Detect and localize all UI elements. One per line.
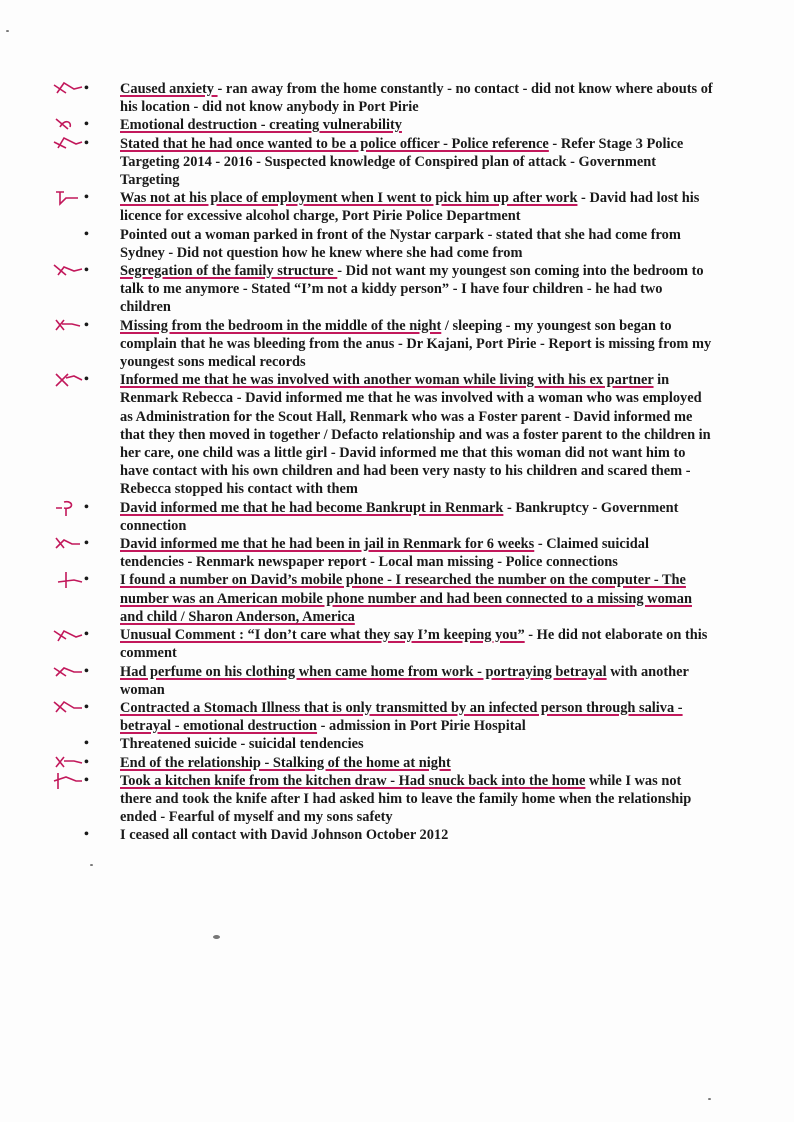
item-text: - Claimed suicidal tendencies - Renmark newspaper report - Local man missing - Police connections <box>120 536 649 571</box>
pen-tick-mark <box>52 498 84 518</box>
item-text: - Bankruptcy - Government connection <box>120 499 679 534</box>
underlined-text: Informed me that he was involved with another woman while living with his ex partner <box>120 372 654 389</box>
bullet-dot: • <box>84 499 89 515</box>
list-item <box>0 663 794 699</box>
pen-tick-mark <box>52 570 84 590</box>
item-text: - Did not want my youngest son coming into the bedroom to talk to me anymore - Stated “I’m not a kiddy person” - I have four children - he had two children <box>120 263 704 316</box>
pen-tick-mark <box>52 662 84 682</box>
underlined-text: Took a kitchen knife from the kitchen draw - Had snuck back into the home <box>120 772 586 789</box>
list-item <box>0 226 794 262</box>
underlined-text: Missing from the bedroom in the middle of the night <box>120 317 442 334</box>
bullet-dot: • <box>84 572 89 588</box>
list-item <box>0 189 794 225</box>
bullet-dot: • <box>84 627 89 643</box>
bullet-dot: • <box>84 772 89 788</box>
bullet-dot: • <box>84 827 89 843</box>
list-item <box>0 262 794 317</box>
scan-speck <box>6 30 9 32</box>
item-text: - ran away from the home constantly - no contact - did not know where abouts of his location - did not know anybody in Port Pirie <box>120 81 713 116</box>
pen-tick-mark <box>52 698 84 718</box>
item-text: Pointed out a woman parked in front of the Nystar carpark - stated that she had come from Sydney - Did not question how he knew where she had come from <box>120 226 681 261</box>
list-item <box>0 116 794 134</box>
list-item <box>0 735 794 753</box>
list-item <box>0 571 794 626</box>
list-item <box>0 826 794 844</box>
item-text: Threatened suicide - suicidal tendencies <box>120 736 364 753</box>
pen-tick-mark <box>52 188 84 208</box>
scan-speck <box>90 864 93 866</box>
underlined-text: Stated that he had once wanted to be a police officer - Police reference <box>120 135 549 152</box>
bullet-dot: • <box>84 699 89 715</box>
item-text: I ceased all contact with David Johnson October 2012 <box>120 827 449 844</box>
bullet-dot: • <box>84 663 89 679</box>
list-item <box>0 626 794 662</box>
item-text: - Refer Stage 3 Police Targeting 2014 - 2016 - Suspected knowledge of Conspired plan of attack - Government Targeting <box>120 135 684 189</box>
scan-speck <box>213 935 220 939</box>
pen-tick-mark <box>52 316 84 336</box>
bullet-dot: • <box>84 317 89 333</box>
underlined-text: Had perfume on his clothing when came home from work - portraying betrayal <box>120 663 607 680</box>
bullet-dot: • <box>84 754 89 770</box>
item-text: - He did not elaborate on this comment <box>120 627 708 662</box>
scan-speck <box>708 1098 711 1100</box>
underlined-text: End of the relationship - Stalking of the home at night <box>120 754 451 771</box>
list-item <box>0 317 794 372</box>
list-item <box>0 754 794 772</box>
pen-tick-mark <box>52 625 84 645</box>
underlined-text: Contracted a Stomach Illness that is only transmitted by an infected person through saliva - betrayal - emotional destruction <box>120 699 683 735</box>
pen-tick-mark <box>52 753 84 773</box>
underlined-text: David informed me that he had been in jail in Renmark for 6 weeks <box>120 536 535 553</box>
list-item <box>0 80 794 116</box>
item-text: in Renmark Rebecca - David informed me that he was involved with a woman who was employed as Administration for the Scout Hall, Renmark who was a Foster parent - David informed me that they then moved in together / Defacto relationship and was a foster parent to the children in her care, one child was a little girl - David informed me that this woman did not want him to have contact with his own children and had been very nasty to his children and scared them - Rebecca stopped his contact with them <box>120 372 711 498</box>
underlined-text: I found a number on David’s mobile phone - I researched the number on the computer - The number was an American mobile phone number and had been connected to a missing woman and child / Sharon Anderson, America <box>120 572 692 625</box>
pen-tick-mark <box>52 370 84 390</box>
bullet-dot: • <box>84 263 89 279</box>
item-text: / sleeping - my youngest son began to complain that he was bleeding from the anus - Dr Kajani, Port Pirie - Report is missing from my youngest sons medical records <box>120 317 712 371</box>
list-item <box>0 699 794 735</box>
pen-tick-mark <box>52 771 84 791</box>
list-item <box>0 535 794 571</box>
bullet-dot: • <box>84 536 89 552</box>
underlined-text: Segregation of the family structure <box>120 263 338 280</box>
item-text: - David had lost his licence for excessive alcohol charge, Port Pirie Police Department <box>120 190 700 225</box>
bullet-dot: • <box>84 226 89 242</box>
bullet-list <box>0 80 794 845</box>
list-item <box>0 135 794 190</box>
list-item <box>0 499 794 535</box>
underlined-text: Unusual Comment : “I don’t care what they say I’m keeping you” <box>120 627 525 644</box>
list-item <box>0 772 794 827</box>
bullet-dot: • <box>84 117 89 133</box>
bullet-dot: • <box>84 190 89 206</box>
pen-tick-mark <box>52 261 84 281</box>
item-text: with another woman <box>120 663 689 698</box>
pen-tick-mark <box>52 79 84 99</box>
list-item <box>0 371 794 498</box>
underlined-text: Was not at his place of employment when I went to pick him up after work <box>120 190 578 207</box>
bullet-dot: • <box>84 81 89 96</box>
item-text: while I was not there and took the knife after I had asked him to leave the family home when the relationship ended - Fearful of myself and my sons safety <box>120 772 692 826</box>
underlined-text: David informed me that he had become Bankrupt in Renmark <box>120 499 504 516</box>
underlined-text: Emotional destruction - creating vulnerability <box>120 117 402 134</box>
item-text: - admission in Port Pirie Hospital <box>317 718 526 735</box>
bullet-dot: • <box>84 135 89 151</box>
underlined-text: Caused anxiety <box>120 81 218 97</box>
pen-tick-mark <box>52 134 84 154</box>
pen-tick-mark <box>52 115 84 135</box>
bullet-dot: • <box>84 736 89 752</box>
bullet-dot: • <box>84 372 89 388</box>
pen-tick-mark <box>52 534 84 554</box>
